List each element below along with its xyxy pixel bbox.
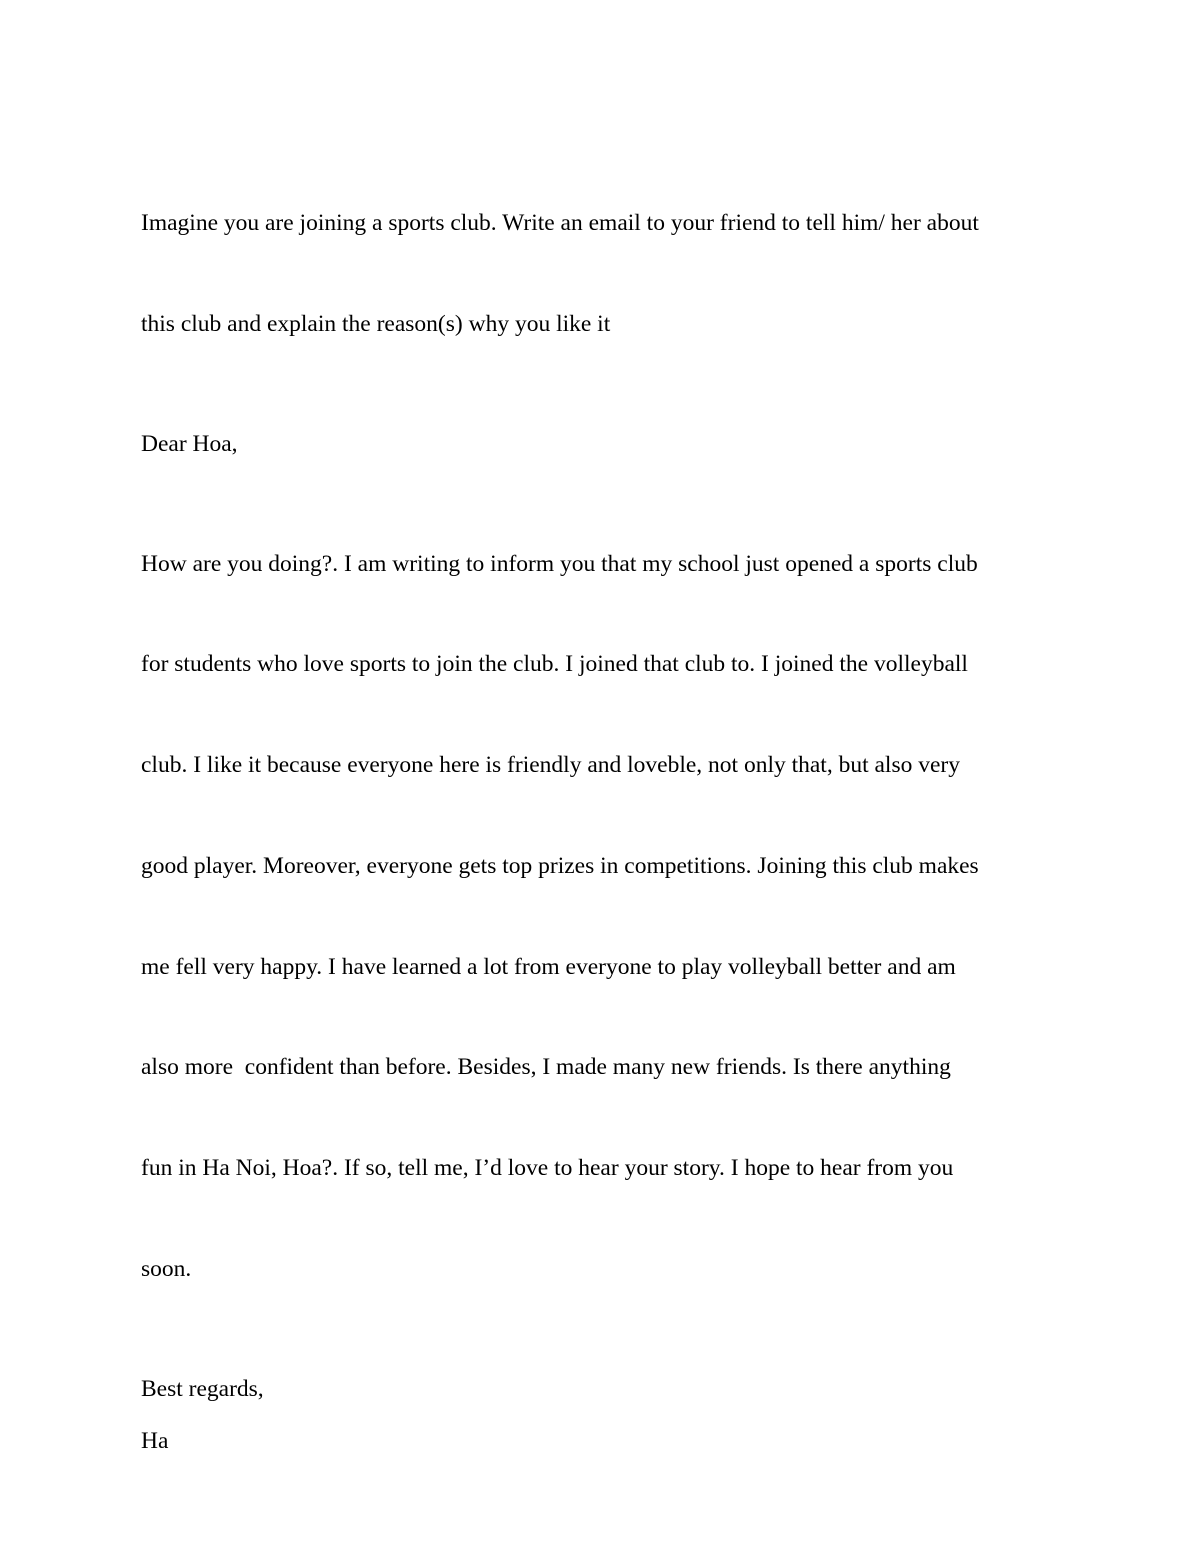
body-line: soon. — [141, 1256, 192, 1282]
body-line: for students who love sports to join the club. I joined that club to. I joined the volleyball — [141, 651, 968, 678]
body-line: me fell very happy. I have learned a lot from everyone to play volleyball better and am — [141, 953, 956, 980]
body-line: also more confident than before. Besides, I made many new friends. Is there anything — [141, 1054, 951, 1081]
prompt-line: this club and explain the reason(s) why you like it — [141, 310, 611, 337]
body-line: fun in Ha Noi, Hoa?. If so, tell me, I’d love to hear your story. I hope to hear from you — [141, 1155, 954, 1182]
body-line: How are you doing?. I am writing to inform you that my school just opened a sports club — [141, 550, 978, 577]
prompt-paragraph — [141, 140, 1061, 409]
document-content — [141, 140, 1061, 1478]
closing: Best regards, — [141, 1375, 264, 1402]
body-paragraph — [141, 480, 1061, 1353]
signature: Ha — [141, 1428, 169, 1455]
salutation: Dear Hoa, — [141, 430, 238, 457]
prompt-line: Imagine you are joining a sports club. Write an email to your friend to tell him/ her about — [141, 210, 979, 237]
body-line: good player. Moreover, everyone gets top prizes in competitions. Joining this club makes — [141, 852, 979, 879]
body-line: club. I like it because everyone here is friendly and loveble, not only that, but also very — [141, 752, 960, 779]
